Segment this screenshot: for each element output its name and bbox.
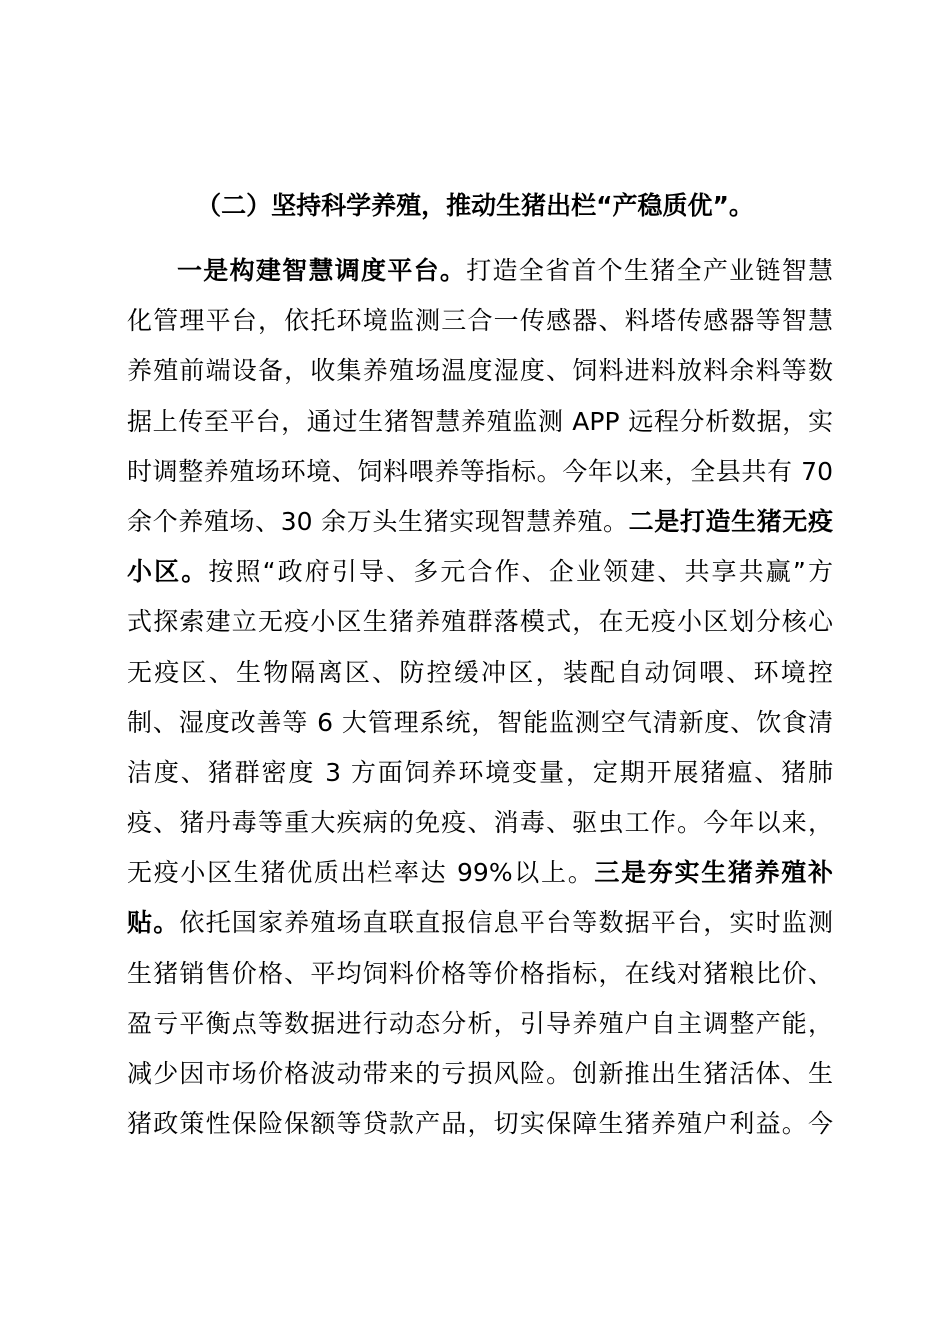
paragraph-line: 制、湿度改善等 6 大管理系统，智能监测空气清新度、饮食清	[127, 707, 833, 737]
paragraph-line	[127, 246, 833, 296]
paragraph-line: 时调整养殖场环境、饲料喂养等指标。今年以来，全县共有 70	[127, 456, 833, 486]
paragraph-line: 无疫区、生物隔离区、防控缓冲区，装配自动饲喂、环境控	[127, 657, 833, 687]
bold-lead: 二是打造生猪无疫	[628, 506, 833, 536]
paragraph-line	[127, 848, 833, 898]
bold-lead: 小区。	[127, 557, 209, 587]
bold-lead: 贴。	[127, 908, 180, 938]
line-text: 按照“政府引导、多元合作、企业领建、共享共赢”方	[208, 557, 833, 587]
line-text: 无疫小区生猪优质出栏率达 99%以上。	[127, 858, 595, 888]
paragraph-line: 生猪销售价格、平均饲料价格等价格指标，在线对猪粮比价、	[127, 958, 833, 988]
paragraph-line: 据上传至平台，通过生猪智慧养殖监测 APP 远程分析数据，实	[127, 406, 833, 436]
paragraph-line: 减少因市场价格波动带来的亏损风险。创新推出生猪活体、生	[127, 1059, 833, 1088]
paragraph-line: 式探索建立无疫小区生猪养殖群落模式，在无疫小区划分核心	[127, 607, 833, 637]
paragraph-line: 猪政策性保险保额等贷款产品，切实保障生猪养殖户利益。今	[127, 1109, 833, 1139]
paragraph-line: 洁度、猪群密度 3 方面饲养环境变量，定期开展猪瘟、猪肺	[127, 757, 833, 787]
paragraph-line	[127, 497, 833, 547]
paragraph-line: 化管理平台，依托环境监测三合一传感器、料塔传感器等智慧	[127, 306, 833, 336]
body-paragraph	[127, 246, 833, 1149]
paragraph-line	[127, 547, 833, 597]
paragraph-line: 盈亏平衡点等数据进行动态分析，引导养殖户自主调整产能，	[127, 1008, 833, 1038]
section-heading: （二）坚持科学养殖，推动生猪出栏“产稳质优”。	[196, 191, 754, 220]
line-text: 打造全省首个生猪全产业链智慧	[466, 256, 833, 285]
paragraph-line: 疫、猪丹毒等重大疾病的免疫、消毒、驱虫工作。今年以来，	[127, 808, 833, 838]
line-text: 依托国家养殖场直联直报信息平台等数据平台，实时监测	[179, 908, 833, 938]
bold-lead: 一是构建智慧调度平台。	[177, 256, 467, 285]
paragraph-line: 养殖前端设备，收集养殖场温度湿度、饲料进料放料余料等数	[127, 356, 833, 386]
line-text: 余个养殖场、30 余万头生猪实现智慧养殖。	[127, 506, 629, 536]
bold-lead: 三是夯实生猪养殖补	[594, 858, 833, 888]
paragraph-line	[127, 898, 833, 948]
